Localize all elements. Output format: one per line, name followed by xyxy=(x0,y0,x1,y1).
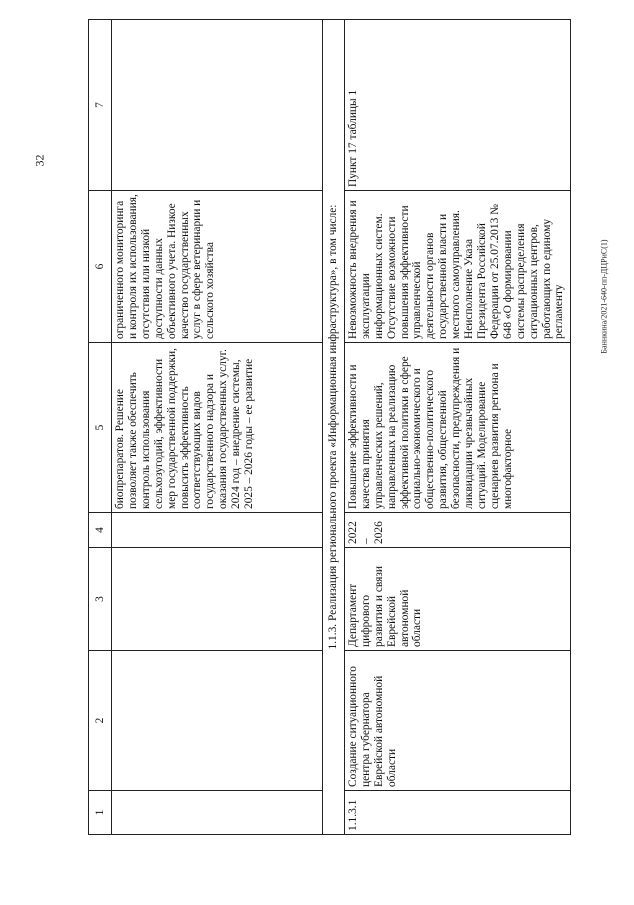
table-row xyxy=(112,20,323,835)
cont-cell-6: ограниченного мониторинга и контроля их использования, отсутствия или низкой доступности данных объективного учета. Низкое качество государственных услуг в сфере ветеринарии и сельского хозяйства xyxy=(112,191,323,343)
item-executor: Департамент цифрового развития и связи Еврейской автономной области xyxy=(344,548,570,651)
item-result: Повышение эффективности и качества принятия управленческих решений, направленных на реализацию эффективной политики в сфере социально-экономического и общественно-политического развития, общественной безопасности, предупреждения и ликвидации чрезвычайных ситуаций. Моделирование сценариев развития региона и многофакторное xyxy=(344,343,570,513)
cont-cell-4 xyxy=(112,513,323,548)
cont-cell-5: биопрепаратов. Решение позволяет также обеспечить контроль использования сельхозугодий, эффективности мер государственной поддержки, повысить эффективность соответствующих видов государственного надзора и оказания государственных услуг. 2024 год – внедрение системы, 2025 – 2026 годы – ее развитие xyxy=(112,343,323,513)
cont-cell-2 xyxy=(112,651,323,791)
rotated-table-container xyxy=(88,20,600,835)
item-number: 1.1.3.1 xyxy=(344,791,570,835)
cont-cell-3 xyxy=(112,548,323,651)
item-period: 2022 – 2026 xyxy=(344,513,570,548)
header-col-5: 5 xyxy=(89,343,112,513)
header-col-1: 1 xyxy=(89,791,112,835)
table-row xyxy=(344,20,570,835)
cont-cell-1 xyxy=(112,791,323,835)
item-link: Пункт 17 таблицы 1 xyxy=(344,20,570,191)
header-col-6: 6 xyxy=(89,191,112,343)
header-col-7: 7 xyxy=(89,20,112,191)
header-col-2: 2 xyxy=(89,651,112,791)
header-col-3: 3 xyxy=(89,548,112,651)
footer-code: Баннкина/2021-640-пп-ДЦРиС(1) xyxy=(599,239,609,354)
measures-table xyxy=(88,19,571,835)
section-row xyxy=(323,20,345,835)
header-row xyxy=(89,20,112,835)
item-name: Создание ситуационного центра губернатора Еврейской автономной области xyxy=(344,651,570,791)
page-number: 32 xyxy=(32,154,47,167)
cont-cell-7 xyxy=(112,20,323,191)
section-title: 1.1.3. Реализация регионального проекта «Информационная инфраструктура», в том числе: xyxy=(323,20,345,835)
item-consequences: Невозможность внедрения и эксплуатации информационных систем. Отсутствие возможности повышения эффективности управленческой деятельности органов государственной власти и местного самоуправления. Неисполнение Указа Президента Российской Федерации от 25.07.2013 № 648 «О формировании системы распределения ситуационных центров, работающих по единому регламенту xyxy=(344,191,570,343)
header-col-4: 4 xyxy=(89,513,112,548)
